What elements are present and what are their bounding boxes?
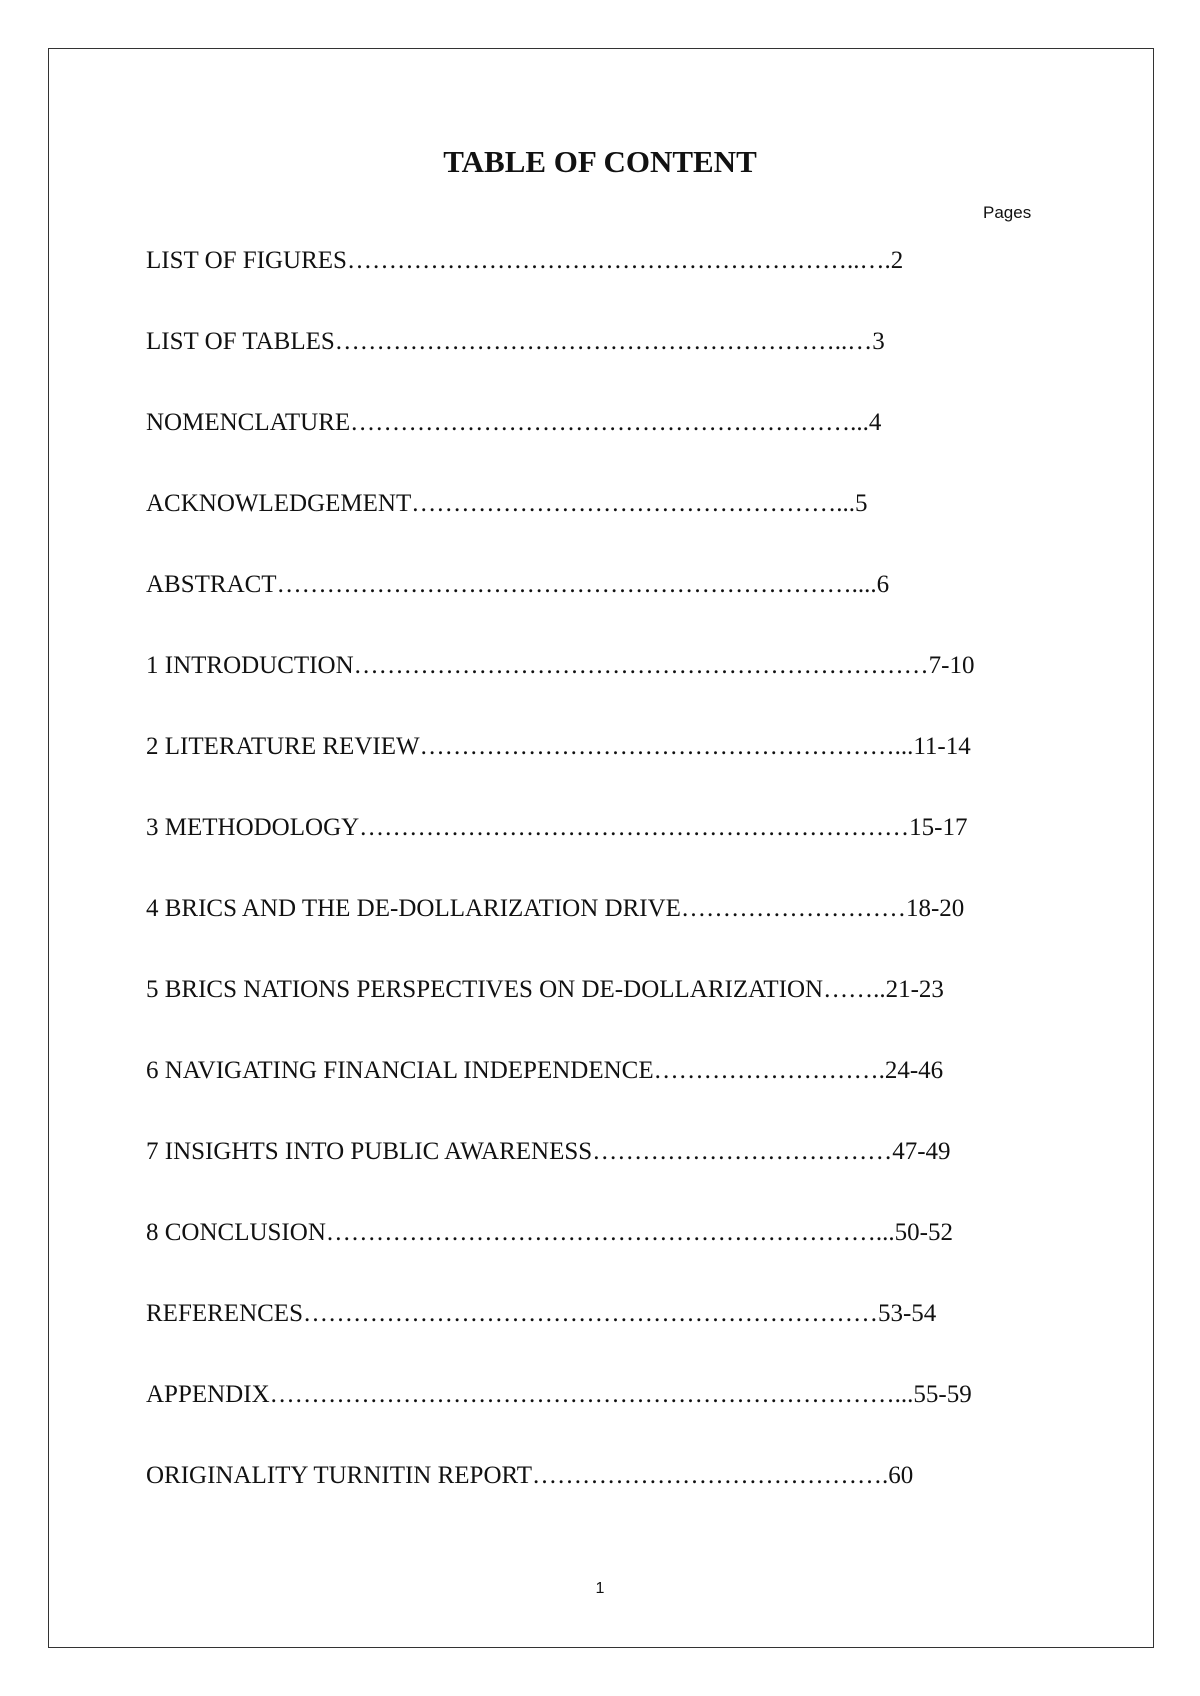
toc-entry-page: 11-14 bbox=[913, 733, 971, 760]
toc-entry-leader: ………………………. bbox=[653, 1057, 885, 1084]
toc-entry-page: 2 bbox=[890, 247, 904, 274]
toc-entry-page: 60 bbox=[888, 1462, 914, 1489]
toc-entry-title: ABSTRACT bbox=[146, 571, 277, 598]
toc-entry-leader: ……………………………………………………..…. bbox=[346, 247, 891, 274]
toc-entry-title: APPENDIX bbox=[146, 1381, 270, 1408]
toc-entry-page: 47-49 bbox=[892, 1138, 951, 1165]
toc-entry-title: 2 LITERATURE REVIEW bbox=[146, 733, 420, 760]
toc-entry-title: ACKNOWLEDGEMENT bbox=[146, 490, 412, 517]
toc-entry-page: 53-54 bbox=[877, 1300, 937, 1327]
toc-entry-title: 6 NAVIGATING FINANCIAL INDEPENDENCE bbox=[146, 1057, 654, 1084]
toc-entry[interactable] bbox=[146, 408, 881, 438]
page-title: TABLE OF CONTENT bbox=[443, 144, 757, 179]
toc-entry-page: 6 bbox=[876, 571, 890, 598]
toc-entry-leader: ………………………………………………………… bbox=[359, 814, 910, 841]
toc-entry-leader: ……………………………… bbox=[592, 1138, 893, 1165]
toc-entry[interactable] bbox=[146, 327, 885, 357]
toc-entry-leader: …………………………………………………………... bbox=[325, 1219, 895, 1246]
toc-entry-page: 55-59 bbox=[913, 1381, 972, 1408]
toc-entry-page: 18-20 bbox=[905, 895, 965, 922]
toc-entry[interactable] bbox=[146, 246, 903, 276]
toc-entry-title: 1 INTRODUCTION bbox=[146, 652, 354, 679]
toc-entry-title: REFERENCES bbox=[146, 1300, 303, 1327]
toc-entry[interactable] bbox=[146, 894, 964, 924]
toc-entry-title: LIST OF FIGURES bbox=[146, 247, 347, 274]
toc-entry-leader: …………………………………………………………………... bbox=[269, 1381, 914, 1408]
toc-entry-title: LIST OF TABLES bbox=[146, 328, 335, 355]
toc-entry-title: 7 INSIGHTS INTO PUBLIC AWARENESS bbox=[146, 1138, 593, 1165]
toc-entry-leader: …….. bbox=[823, 976, 886, 1003]
toc-entry[interactable] bbox=[146, 1380, 972, 1410]
toc-entry[interactable] bbox=[146, 1056, 943, 1086]
toc-entry-title: NOMENCLATURE bbox=[146, 409, 351, 436]
toc-entry-title: 8 CONCLUSION bbox=[146, 1219, 326, 1246]
toc-entry-page: 3 bbox=[872, 328, 885, 355]
toc-entry-page: 21-23 bbox=[885, 976, 944, 1003]
toc-entry-page: 5 bbox=[854, 490, 868, 517]
toc-entry[interactable] bbox=[146, 1461, 913, 1491]
toc-entry-leader: …………………………………………………………… bbox=[302, 1300, 878, 1327]
toc-entry-leader: ……………………………………………... bbox=[411, 490, 855, 517]
toc-entry-leader: ……………………………………………………..… bbox=[334, 328, 873, 355]
toc-entry[interactable] bbox=[146, 1218, 953, 1248]
toc-entry[interactable] bbox=[146, 732, 971, 762]
toc-entry-leader: …………………………………………………... bbox=[419, 733, 914, 760]
toc-entry-page: 7-10 bbox=[928, 652, 975, 679]
toc-entry-title: ORIGINALITY TURNITIN REPORT bbox=[146, 1462, 532, 1489]
toc-entry-title: 3 METHODOLOGY bbox=[146, 814, 360, 841]
toc-entry-leader: ……………………………………………………... bbox=[350, 409, 869, 436]
toc-entry-page: 50-52 bbox=[894, 1219, 953, 1246]
toc-entry-title: 4 BRICS AND THE DE-DOLLARIZATION DRIVE bbox=[146, 895, 681, 922]
pages-column-label: Pages bbox=[983, 203, 1032, 222]
toc-entry-page: 15-17 bbox=[909, 814, 968, 841]
toc-entry-title: 5 BRICS NATIONS PERSPECTIVES ON DE-DOLLARIZATION bbox=[146, 976, 824, 1003]
toc-entry-leader: ……………………… bbox=[680, 895, 906, 922]
toc-entry[interactable] bbox=[146, 975, 944, 1005]
page-number: 1 bbox=[595, 1580, 605, 1597]
toc-entry-page: 4 bbox=[868, 409, 882, 436]
toc-entry[interactable] bbox=[146, 570, 889, 600]
toc-entry[interactable] bbox=[146, 1137, 951, 1167]
toc-entry[interactable] bbox=[146, 1299, 936, 1329]
toc-entry[interactable] bbox=[146, 651, 974, 681]
toc-entry-leader: …………………………………………………………… bbox=[353, 652, 929, 679]
toc-entry[interactable] bbox=[146, 489, 867, 519]
toc-entry-leader: …………………………………………………………….... bbox=[276, 571, 877, 598]
toc-entry[interactable] bbox=[146, 813, 968, 843]
toc-entry-leader: ……………………………………. bbox=[531, 1462, 889, 1489]
toc-entry-page: 24-46 bbox=[884, 1057, 944, 1084]
